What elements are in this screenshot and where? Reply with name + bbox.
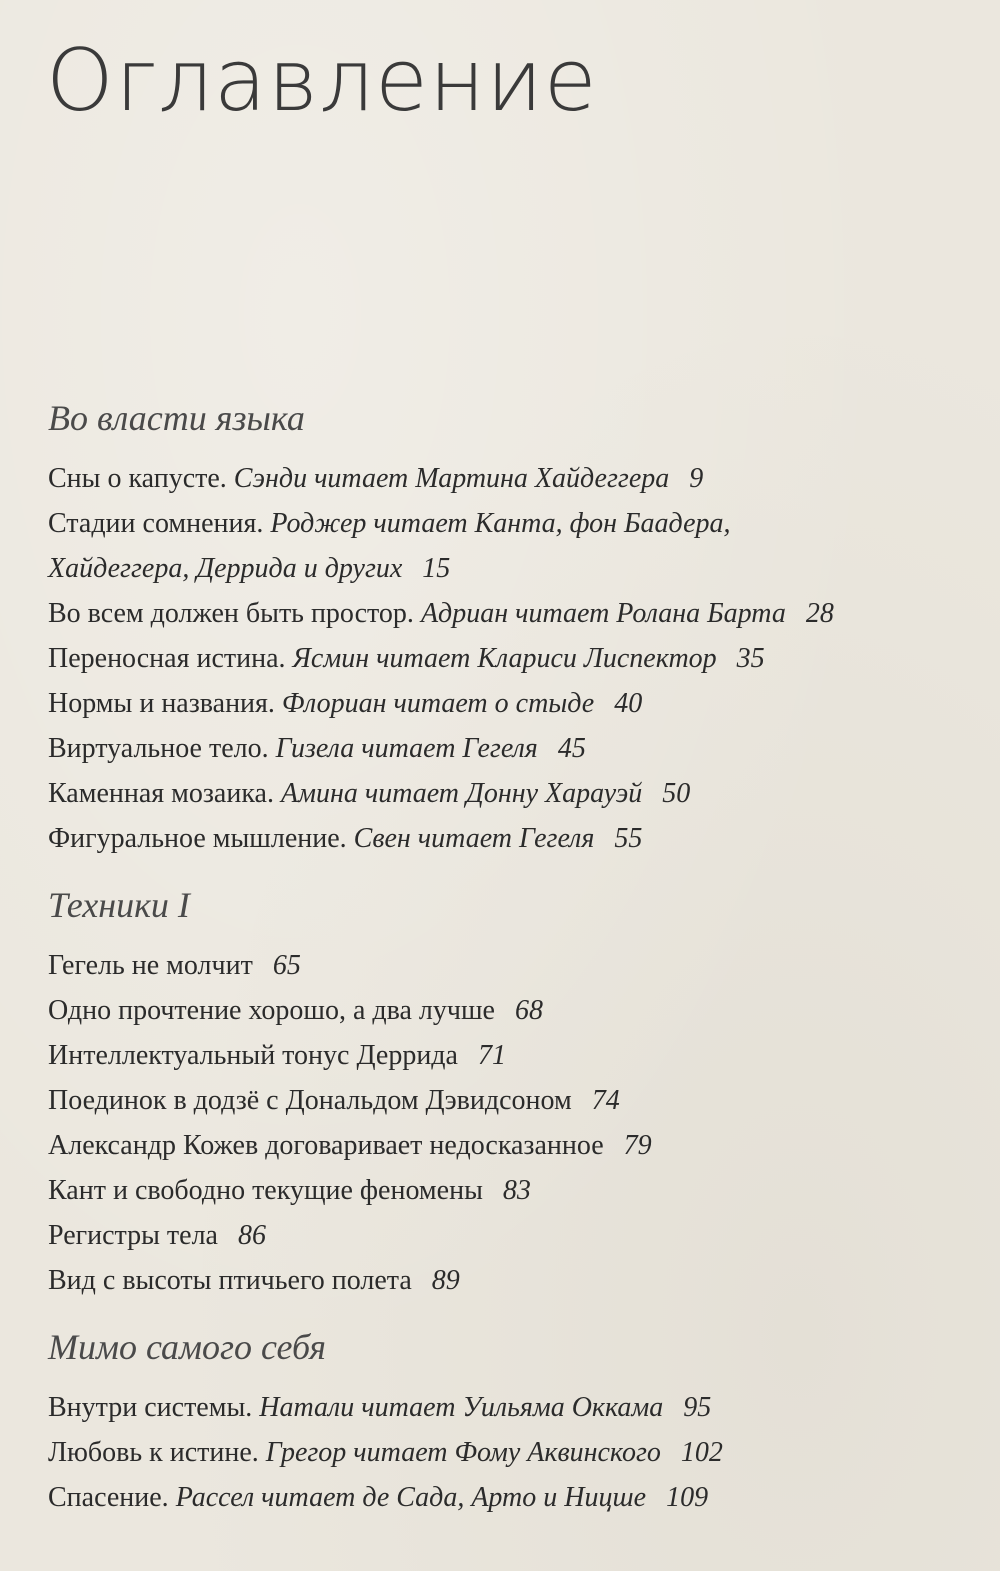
entry-reader: Амина читает Донну Харауэй — [280, 778, 643, 809]
entry-title: Фигуральное мышление. — [48, 823, 354, 854]
toc-entry — [48, 591, 948, 636]
entry-page-number: 109 — [666, 1482, 709, 1513]
entry-page-number: 95 — [683, 1392, 712, 1423]
toc-entry — [48, 1430, 948, 1475]
entry-reader: Роджер читает Канта, фон Баадера, — [270, 508, 731, 539]
entry-page-number: 79 — [623, 1130, 652, 1161]
section-heading: Мимо самого себя — [48, 1327, 326, 1367]
toc-entry — [48, 816, 948, 861]
entry-page-number: 40 — [614, 688, 643, 719]
entry-page-number: 35 — [736, 643, 765, 674]
entry-title: Поединок в додзё с Дональдом Дэвидсоном — [48, 1085, 572, 1116]
entry-title: Интеллектуальный тонус Деррида — [48, 1040, 458, 1071]
entry-reader: Адриан читает Ролана Барта — [420, 598, 786, 629]
toc-section-1 — [48, 388, 948, 861]
toc-entry — [48, 456, 948, 501]
toc-entry — [48, 1258, 948, 1303]
entry-title: Спасение. — [48, 1482, 176, 1513]
toc-entry-continuation — [48, 546, 948, 591]
entry-reader: Флориан читает о стыде — [281, 688, 595, 719]
entry-reader: Рассел читает де Сада, Арто и Ницше — [175, 1482, 647, 1513]
toc-entry — [48, 726, 948, 771]
entry-title: Переносная истина. — [48, 643, 293, 674]
section-heading: Во власти языка — [48, 398, 305, 438]
entry-page-number: 83 — [502, 1175, 531, 1206]
toc-section-3 — [48, 1317, 948, 1520]
entry-page-number: 45 — [557, 733, 586, 764]
toc-section-2 — [48, 875, 948, 1303]
entry-reader: Гизела читает Гегеля — [275, 733, 538, 764]
entry-reader: Грегор читает Фому Аквинского — [265, 1437, 661, 1468]
toc-entry — [48, 1213, 948, 1258]
entry-page-number: 50 — [662, 778, 691, 809]
toc-entry — [48, 988, 948, 1033]
entry-title: Любовь к истине. — [48, 1437, 266, 1468]
page-title: Оглавление — [46, 31, 598, 131]
entry-reader: Натали читает Уильяма Оккама — [259, 1392, 664, 1423]
entry-page-number: 102 — [680, 1437, 723, 1468]
entry-page-number: 89 — [431, 1265, 460, 1296]
entry-page-number: 28 — [805, 598, 834, 629]
entry-title: Регистры тела — [48, 1220, 218, 1251]
entry-title: Во всем должен быть простор. — [48, 598, 421, 629]
entry-page-number: 15 — [422, 553, 451, 584]
toc-entry — [48, 943, 948, 988]
entry-title: Виртуальное тело. — [48, 733, 276, 764]
toc-entry — [48, 636, 948, 681]
toc-entry — [48, 1033, 948, 1078]
toc-entry — [48, 771, 948, 816]
toc-entry — [48, 1475, 948, 1520]
entry-page-number: 86 — [237, 1220, 266, 1251]
entry-reader: Сэнди читает Мартина Хайдеггера — [233, 463, 670, 494]
entry-page-number: 9 — [689, 463, 704, 494]
toc-entry — [48, 681, 948, 726]
entry-title: Одно прочтение хорошо, а два лучше — [48, 995, 495, 1026]
table-of-contents — [48, 388, 948, 1520]
section-heading: Техники I — [48, 885, 190, 925]
toc-entry — [48, 501, 948, 546]
toc-entry — [48, 1123, 948, 1168]
entry-title: Стадии сомнения. — [48, 508, 271, 539]
entry-title: Каменная мозаика. — [48, 778, 281, 809]
entry-page-number: 68 — [514, 995, 543, 1026]
entry-page-number: 65 — [272, 950, 301, 981]
entry-reader: Хайдеггера, Деррида и других — [48, 553, 403, 584]
toc-entry — [48, 1168, 948, 1213]
entry-title: Вид с высоты птичьего полета — [48, 1265, 412, 1296]
entry-title: Сны о капусте. — [48, 463, 234, 494]
entry-title: Внутри системы. — [48, 1392, 260, 1423]
entry-page-number: 74 — [591, 1085, 620, 1116]
entry-page-number: 71 — [477, 1040, 506, 1071]
toc-entry — [48, 1385, 948, 1430]
entry-page-number: 55 — [614, 823, 643, 854]
entry-title: Кант и свободно текущие феномены — [48, 1175, 483, 1206]
toc-entry — [48, 1078, 948, 1123]
entry-title: Нормы и названия. — [48, 688, 282, 719]
entry-title: Александр Кожев договаривает недосказанное — [48, 1130, 604, 1161]
entry-title: Гегель не молчит — [48, 950, 253, 981]
entry-reader: Свен читает Гегеля — [353, 823, 595, 854]
entry-reader: Ясмин читает Клариси Лиспектор — [292, 643, 717, 674]
